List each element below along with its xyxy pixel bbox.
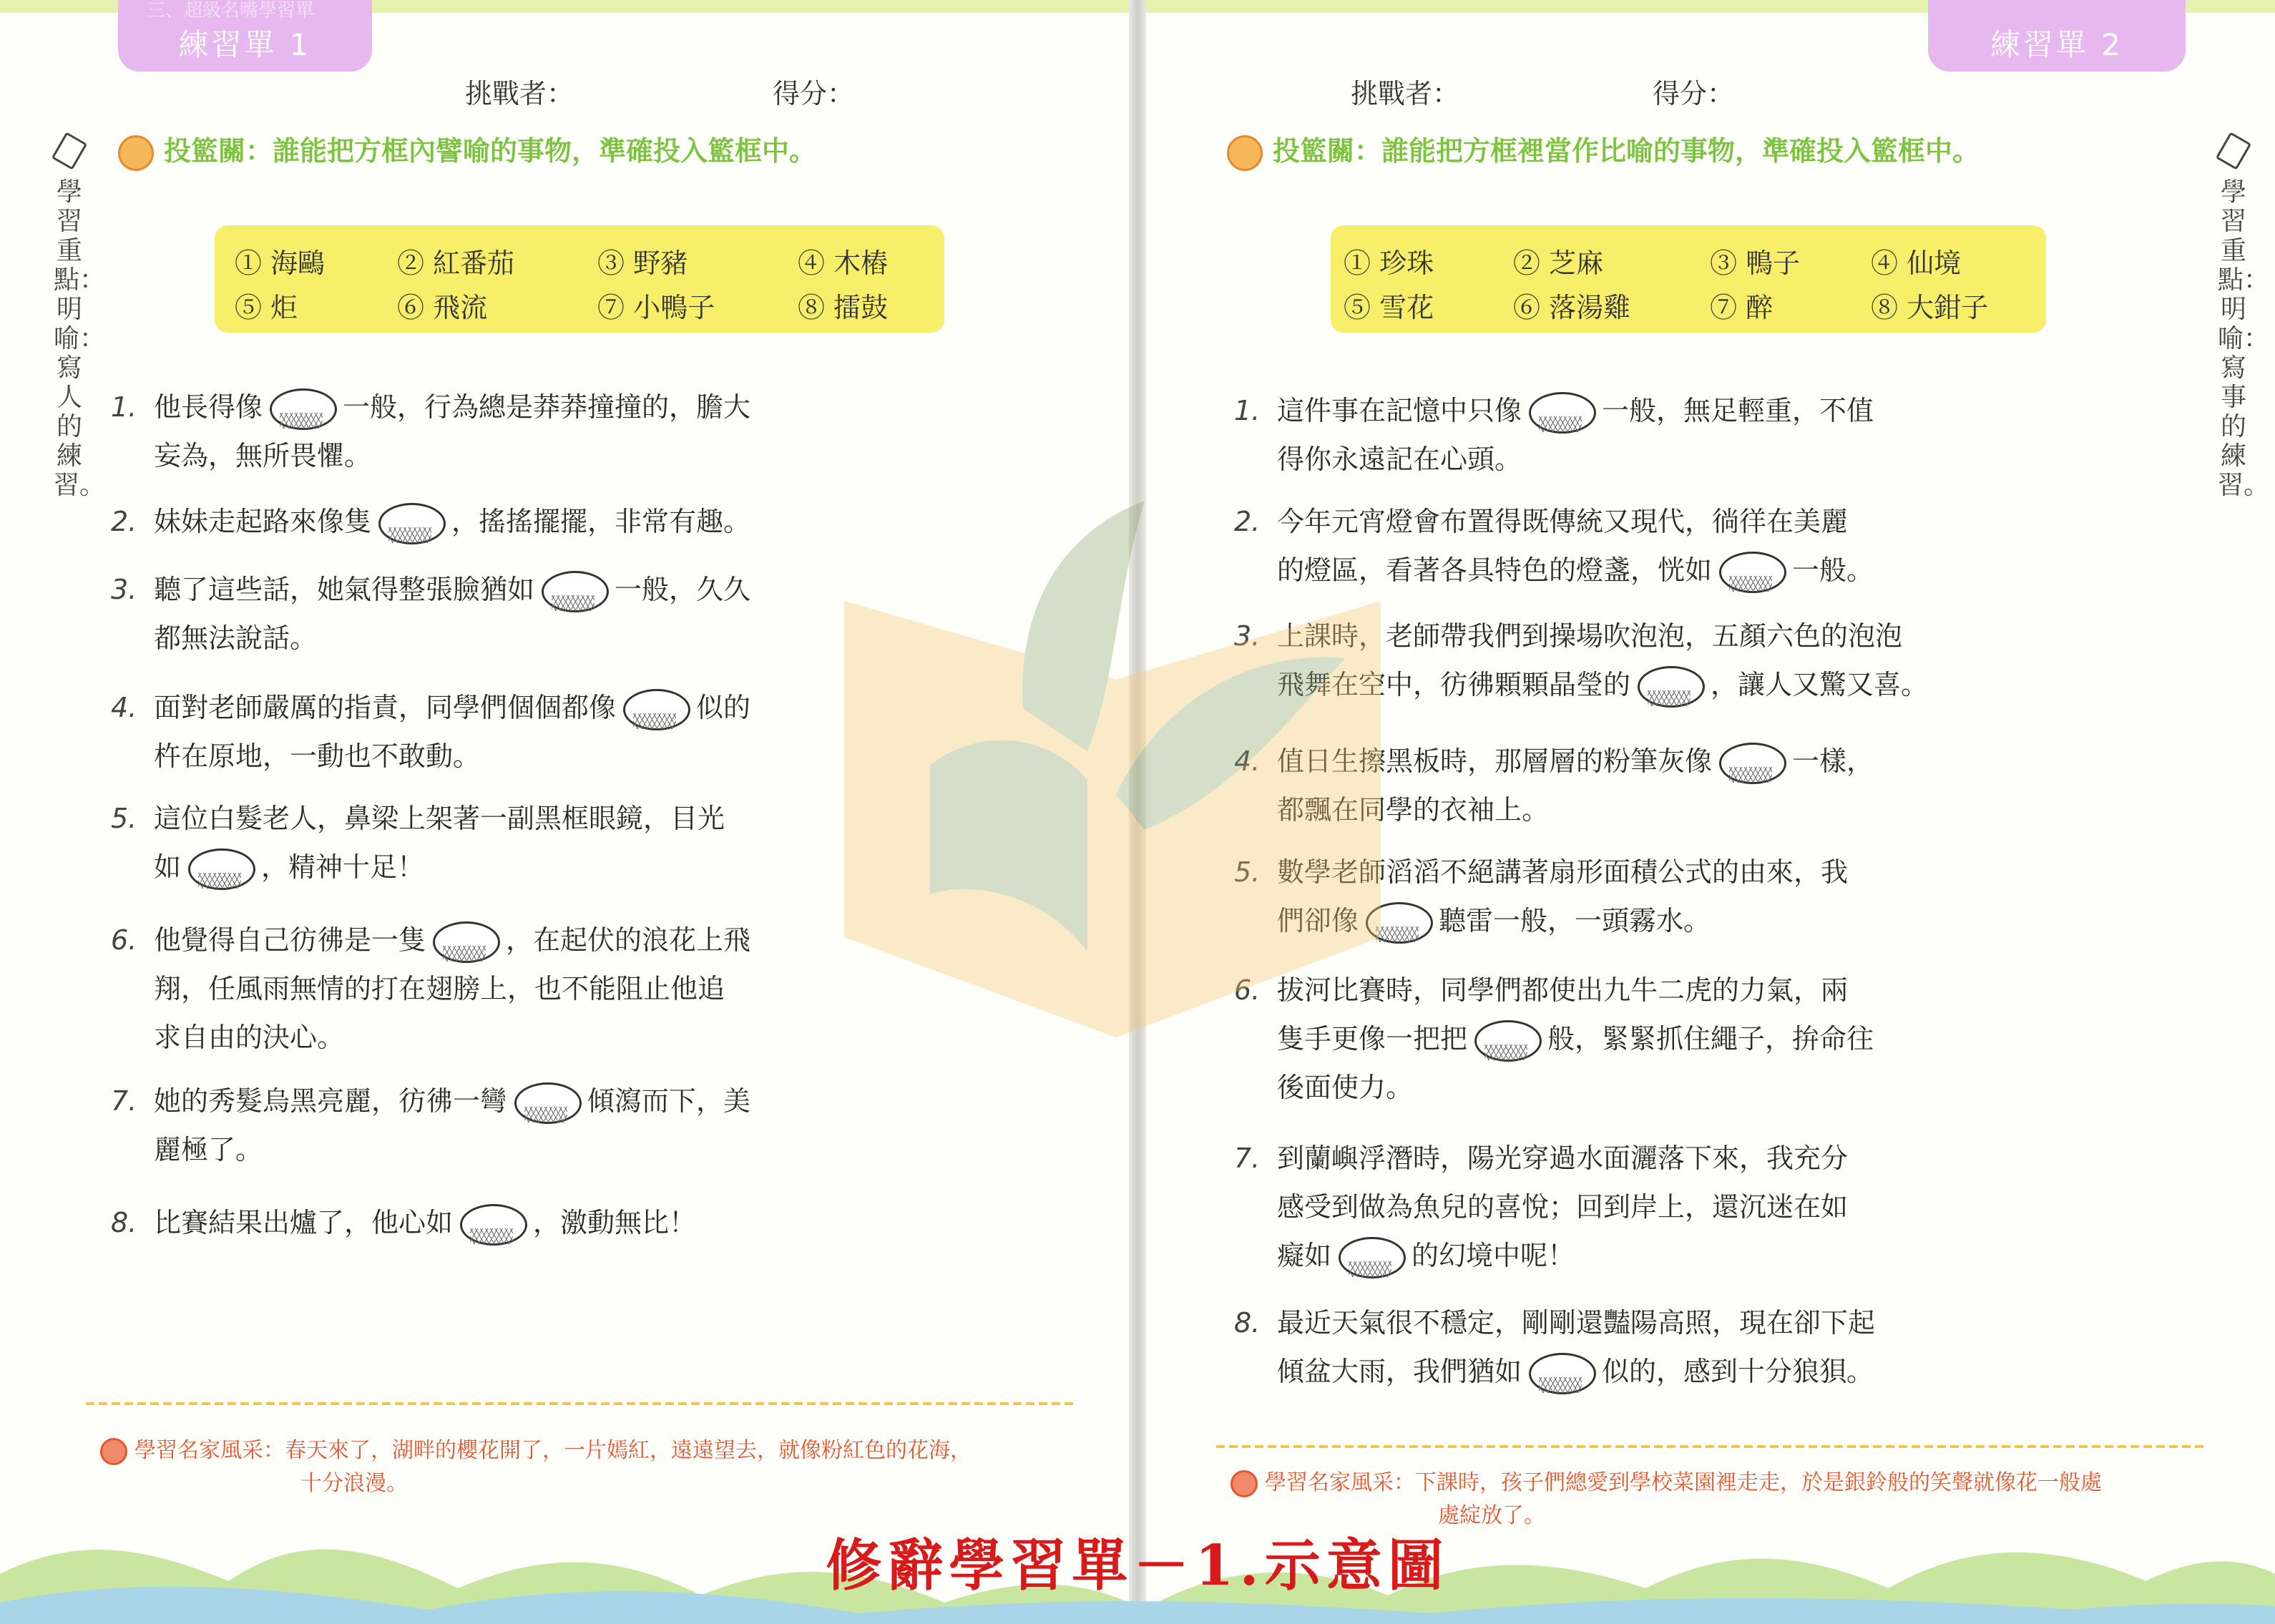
word-option: ⑤ 雪花 bbox=[1344, 292, 1434, 323]
tab-title: 練習單 1 bbox=[178, 27, 312, 62]
basket-hoop-icon[interactable] bbox=[378, 503, 444, 546]
question-item: 1. 他長得像 一般，行為總是莽莽撞撞的，膽大 妄為，無所畏懼。 bbox=[154, 383, 1084, 480]
divider bbox=[1216, 1445, 2203, 1448]
word-option: ③ 鴨子 bbox=[1710, 248, 1801, 279]
question-item: 7. 到蘭嶼浮潛時，陽光穿過水面灑落下來，我充分 感受到做為魚兒的喜悅；回到岸上，還沉迷在如 癡如 的幻境中呢！ bbox=[1277, 1134, 2207, 1280]
word-option: ⑥ 落湯雞 bbox=[1513, 292, 1631, 323]
word-option: ② 芝麻 bbox=[1513, 248, 1604, 279]
basket-hoop-icon[interactable] bbox=[1474, 1020, 1540, 1063]
basket-hoop-icon[interactable] bbox=[1719, 552, 1785, 595]
challenger-label: 挑戰者： bbox=[465, 78, 574, 109]
word-option: ① 海鷗 bbox=[235, 248, 326, 279]
divider bbox=[86, 1402, 1073, 1405]
word-option: ⑥ 飛流 bbox=[397, 292, 488, 323]
word-option: ④ 仙境 bbox=[1871, 248, 1962, 279]
word-box bbox=[1331, 225, 2046, 333]
side-learning-focus: 學習重點：明喻：寫事的練習。 bbox=[2218, 136, 2249, 500]
famous-quote: 學習名家風采：春天來了，湖畔的櫻花開了，一片嫣紅，遠遠望去，就像粉紅色的花海， 十分浪漫。 bbox=[100, 1434, 1066, 1500]
image-caption: 修辭學習單－1.示意圖 bbox=[826, 1533, 1449, 1598]
basket-hoop-icon[interactable] bbox=[270, 388, 336, 431]
question-item: 6. 他覺得自己彷彿是一隻 ，在起伏的浪花上飛 翔，任風雨無情的打在翅膀上，也不能阻止他追 求自由的決心。 bbox=[154, 916, 1084, 1062]
challenger-label: 挑戰者： bbox=[1351, 78, 1460, 109]
worksheet-tab-right bbox=[1928, 0, 2186, 72]
word-option: ④ 木樁 bbox=[798, 248, 889, 279]
basket-hoop-icon[interactable] bbox=[433, 921, 499, 964]
word-option: ⑦ 醉 bbox=[1710, 292, 1773, 323]
score-label: 得分： bbox=[1653, 78, 1735, 109]
score-label: 得分： bbox=[773, 78, 855, 109]
question-item: 1. 這件事在記憶中只像 一般，無足輕重，不值 得你永遠記在心頭。 bbox=[1277, 386, 2207, 484]
basket-hoop-icon[interactable] bbox=[1529, 392, 1595, 435]
basketball-icon bbox=[118, 135, 154, 171]
side-learning-focus: 學習重點：明喻：寫人的練習。 bbox=[54, 136, 85, 500]
basket-hoop-icon[interactable] bbox=[1366, 902, 1432, 945]
basket-hoop-icon[interactable] bbox=[460, 1204, 526, 1247]
question-item: 8. 比賽結果出爐了，他心如 ，激動無比！ bbox=[154, 1198, 1084, 1247]
word-option: ⑧ 大鉗子 bbox=[1871, 292, 1989, 323]
question-item: 5. 數學老師滔滔不絕講著扇形面積公式的由來，我 們卻像 聽雷一般，一頭霧水。 bbox=[1277, 848, 2207, 945]
basket-hoop-icon[interactable] bbox=[1339, 1237, 1404, 1280]
word-option: ⑤ 炬 bbox=[235, 292, 298, 323]
question-item: 2. 妹妹走起路來像隻 ，搖搖擺擺，非常有趣。 bbox=[154, 497, 1084, 546]
word-box bbox=[215, 225, 944, 333]
famous-quote: 學習名家風采：下課時，孩子們總愛到學校菜園裡走走，於是銀鈴般的笑聲就像花一般處 處綻放了。 bbox=[1231, 1467, 2203, 1532]
basket-hoop-icon[interactable] bbox=[623, 689, 689, 732]
basketball-icon bbox=[1227, 135, 1263, 171]
basket-hoop-icon[interactable] bbox=[514, 1082, 580, 1125]
basket-hoop-icon[interactable] bbox=[188, 848, 254, 891]
basket-hoop-icon[interactable] bbox=[1529, 1353, 1595, 1396]
pencil-icon bbox=[2216, 132, 2251, 170]
word-option: ① 珍珠 bbox=[1344, 248, 1434, 279]
book-spine bbox=[1129, 0, 1146, 1624]
basket-hoop-icon[interactable] bbox=[1719, 743, 1785, 786]
right-page bbox=[1138, 0, 2275, 1624]
basket-hoop-icon[interactable] bbox=[542, 571, 607, 614]
question-item: 7. 她的秀髮烏黑亮麗，彷彿一彎 傾瀉而下，美 麗極了。 bbox=[154, 1077, 1084, 1174]
basket-hoop-icon[interactable] bbox=[1638, 666, 1703, 709]
word-option: ⑧ 擂鼓 bbox=[798, 292, 889, 323]
question-item: 5. 這位白髮老人，鼻梁上架著一副黑框眼鏡，目光 如 ，精神十足！ bbox=[154, 794, 1084, 891]
question-item: 6. 拔河比賽時，同學們都使出九牛二虎的力氣，兩 隻手更像一把把 般，緊緊抓住繩子，拚命往 後面使力。 bbox=[1234, 974, 1874, 1103]
tab-subtitle: 三、超級名嘴學習單 bbox=[147, 0, 315, 21]
question-item: 4. 面對老師嚴厲的指責，同學們個個都像 似的 杵在原地，一動也不敢動。 bbox=[154, 683, 1084, 781]
word-option: ⑦ 小鴨子 bbox=[597, 292, 715, 323]
question-item: 3. 上課時，老師帶我們到操場吹泡泡，五顏六色的泡泡 飛舞在空中，彷彿顆顆晶瑩的 ，讓人又驚又喜。 bbox=[1277, 612, 2207, 709]
question-item: 4. 值日生擦黑板時，那層層的粉筆灰像 一樣， 都飄在同學的衣袖上。 bbox=[1277, 737, 2207, 834]
tab-title: 練習單 2 bbox=[1990, 27, 2124, 62]
pencil-icon bbox=[52, 132, 87, 170]
question-item: 3. 聽了這些話，她氣得整張臉猶如 一般，久久 都無法說話。 bbox=[154, 565, 1084, 662]
question-item: 2. 今年元宵燈會布置得既傳統又現代，徜徉在美麗 的燈區，看著各具特色的燈盞，恍如 一般。 bbox=[1277, 497, 2207, 595]
word-option: ② 紅番茄 bbox=[397, 248, 515, 279]
task-instruction: 投籃關：誰能把方框裡當作比喻的事物，準確投入籃框中。 bbox=[1227, 129, 1980, 171]
task-instruction: 投籃關：誰能把方框內譬喻的事物，準確投入籃框中。 bbox=[118, 129, 816, 171]
word-option: ③ 野豬 bbox=[597, 248, 688, 279]
flower-icon bbox=[100, 1438, 127, 1465]
question-item: 8. 最近天氣很不穩定，剛剛還豔陽高照，現在卻下起 傾盆大雨，我們猶如 似的，感到十分狼狽。 bbox=[1277, 1298, 2207, 1396]
worksheet-tab-left bbox=[118, 0, 372, 72]
